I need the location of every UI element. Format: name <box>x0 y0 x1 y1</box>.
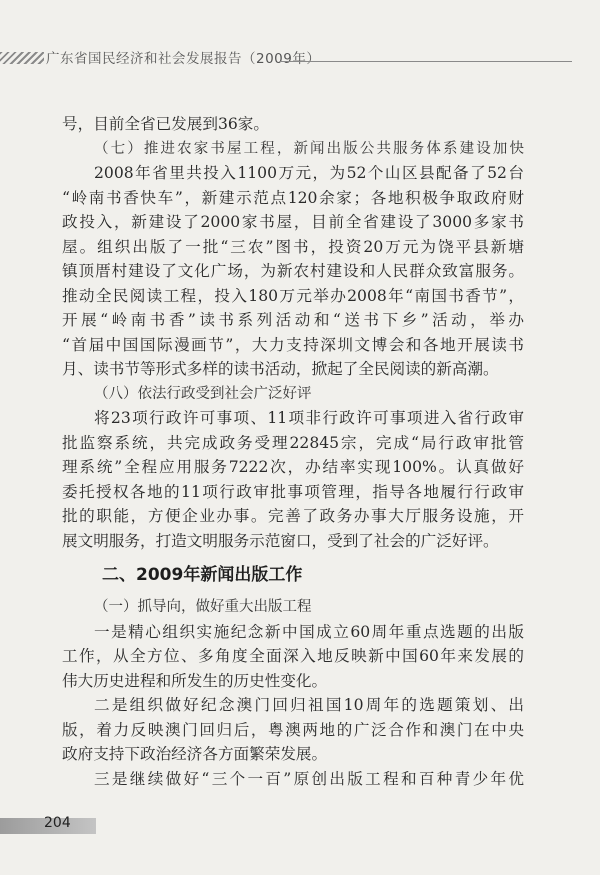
running-head: 广东省国民经济和社会发展报告（2009年） <box>46 51 321 67</box>
text-line: 一是精心组织实施纪念新中国成立60周年重点选题的出版 <box>94 622 524 641</box>
page-body <box>62 112 524 791</box>
text-line: 委托授权各地的11项行政审批事项管理，指导各地履行行政审 <box>62 482 524 501</box>
section-title: 二、2009年新闻出版工作 <box>102 565 303 585</box>
text-line: 镇顶厝村建设了文化广场，为新农村建设和人民群众致富服务。 <box>62 262 524 280</box>
text-block-1 <box>62 112 524 553</box>
text-line: （八）依法行政受到社会广泛好评 <box>94 385 312 402</box>
text-line: 月、读书节等形式多样的读书活动，掀起了全民阅读的新高潮。 <box>62 360 499 378</box>
text-line: 批的职能，方便企业办事。完善了政务办事大厅服务设施，开 <box>62 507 524 525</box>
text-line: 将23项行政许可事项、11项非行政许可事项进入省行政审 <box>94 409 524 427</box>
text-line: 工作，从全方位、多角度全面深入地反映新中国60年来发展的 <box>62 647 524 665</box>
text-line: 开展“岭南书香”读书系列活动和“送书下乡”活动，举办 <box>62 311 524 329</box>
text-line: 伟大历史进程和所发生的历史性变化。 <box>62 671 328 690</box>
text-line: 理系统”全程应用服务7222次，办结率实现100%。认真做好 <box>62 458 524 476</box>
text-line: 批监察系统，共完成政务受理22845宗，完成“局行政审批管 <box>62 433 524 452</box>
page-number: 204 <box>44 815 71 831</box>
text-line: （七）推进农家书屋工程，新闻出版公共服务体系建设加快 <box>94 140 524 157</box>
text-line: 政投入，新建设了2000家书屋，目前全省建设了3000多家书 <box>62 213 524 231</box>
text-line: “首届中国国际漫画节”，大力支持深圳文博会和各地开展读书 <box>62 335 524 354</box>
text-line: （一）抓导向，做好重大出版工程 <box>94 599 312 615</box>
text-line: 推动全民阅读工程，投入180万元举办2008年“南国书香节”， <box>62 286 524 305</box>
text-block-2 <box>62 595 524 791</box>
text-line: “岭南书香快车”，新建示范点120余家；各地积极争取政府财 <box>62 188 524 207</box>
text-line: 2008年省里共投入1100万元，为52个山区县配备了52台 <box>94 164 524 182</box>
header-decoration <box>0 52 44 64</box>
text-line: 号，目前全省已发展到36家。 <box>62 115 269 133</box>
text-line: 版，着力反映澳门回归后，粤澳两地的广泛合作和澳门在中央 <box>62 720 524 739</box>
text-line: 二是组织做好纪念澳门回归祖国10周年的选题策划、出 <box>94 696 524 714</box>
text-line: 展文明服务，打造文明服务示范窗口，受到了社会的广泛好评。 <box>62 531 499 550</box>
text-line: 屋。组织出版了一批“三农”图书，投资20万元为饶平县新塘 <box>62 237 524 256</box>
header-rule <box>280 61 572 62</box>
text-line: 三是继续做好“三个一百”原创出版工程和百种青少年优 <box>94 769 524 788</box>
text-line: 政府支持下政治经济各方面繁荣发展。 <box>62 745 328 763</box>
